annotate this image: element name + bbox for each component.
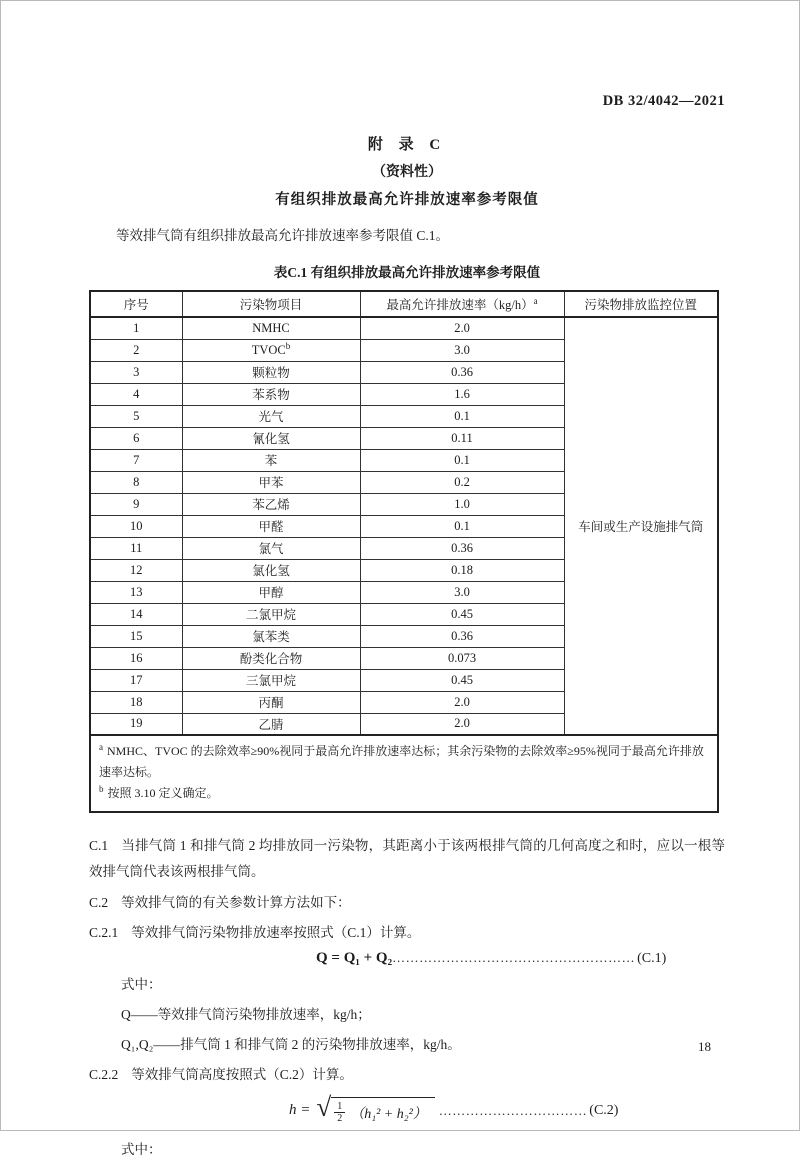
formula-c2-label: (C.2) xyxy=(589,1102,619,1118)
pollutant-name-cell: 氯气 xyxy=(182,537,360,559)
pollutant-name-cell: 二氯甲烷 xyxy=(182,603,360,625)
pollutant-name-cell: 苯 xyxy=(182,449,360,471)
section-c2-text: 等效排气筒的有关参数计算方法如下： xyxy=(121,895,351,910)
row-number-cell: 19 xyxy=(90,713,182,735)
where-clause-1: 式中： xyxy=(121,977,162,992)
pollutant-name-cell: 颗粒物 xyxy=(182,361,360,383)
rate-value-cell: 0.1 xyxy=(360,515,564,537)
rate-value-cell: 2.0 xyxy=(360,713,564,735)
column-header-no: 序号 xyxy=(90,291,182,317)
section-c22-text: 等效排气筒高度按照式（C.2）计算。 xyxy=(131,1067,353,1082)
formula-c1-expression: Q = Q₁ + Q₂ xyxy=(316,950,393,966)
pollutant-name-cell: 甲苯 xyxy=(182,471,360,493)
row-number-cell: 14 xyxy=(90,603,182,625)
row-number-cell: 18 xyxy=(90,691,182,713)
row-number-cell: 17 xyxy=(90,669,182,691)
formula-c2-radicand: （h₁² + h₂²） xyxy=(350,1106,427,1122)
square-root-radical xyxy=(316,1092,434,1124)
section-c1-number: C.1 xyxy=(89,838,109,853)
rate-value-cell: 0.36 xyxy=(360,625,564,647)
intro-paragraph: 等效排气筒有组织排放最高允许排放速率参考限值 C.1。 xyxy=(116,228,450,243)
pollutant-name-cell: 光气 xyxy=(182,405,360,427)
radical-sign: √ xyxy=(316,1092,332,1122)
footnote-b xyxy=(99,783,707,804)
footnote-a-text: NMHC、TVOC 的去除效率≥90%视同于最高允许排放速率达标；其余污染物的去除效率≥95%视同于最高允许排放速率达标。 xyxy=(99,744,704,779)
rate-value-cell: 0.36 xyxy=(360,361,564,383)
fraction-denominator: 2 xyxy=(337,1113,343,1124)
pollutant-name-cell: 甲醛 xyxy=(182,515,360,537)
formula-c1-dot-leader: ……………………………………………… xyxy=(392,950,636,965)
rate-value-cell: 0.45 xyxy=(360,669,564,691)
rate-value-cell: 2.0 xyxy=(360,691,564,713)
section-c21 xyxy=(89,920,725,945)
section-c2-number: C.2 xyxy=(89,895,109,910)
row-number-cell: 2 xyxy=(90,339,182,361)
section-c2 xyxy=(89,890,725,915)
appendix-heading: 有组织排放最高允许排放速率参考限值 xyxy=(275,192,539,208)
footnote-a xyxy=(99,741,707,783)
pollutant-name-cell: 甲醇 xyxy=(182,581,360,603)
column-header-location: 污染物排放监控位置 xyxy=(564,291,718,317)
rate-value-cell: 3.0 xyxy=(360,339,564,361)
rate-value-cell: 0.2 xyxy=(360,471,564,493)
page-number: 18 xyxy=(698,1039,711,1054)
row-number-cell: 4 xyxy=(90,383,182,405)
row-number-cell: 9 xyxy=(90,493,182,515)
formula-c2-dot-leader: …………………………… xyxy=(438,1102,588,1118)
table-footnote-row xyxy=(90,735,718,812)
pollutant-name-cell: 苯乙烯 xyxy=(182,493,360,515)
pollutant-name-cell: 三氯甲烷 xyxy=(182,669,360,691)
emission-limits-table xyxy=(89,290,719,813)
pollutant-name-cell: NMHC xyxy=(182,317,360,339)
pollutant-name-cell: 酚类化合物 xyxy=(182,647,360,669)
section-c1-text: 当排气筒 1 和排气筒 2 均排放同一污染物，其距离小于该两根排气筒的几何高度之和时，应以一根等效排气筒代表该两根排气筒。 xyxy=(89,838,725,879)
rate-value-cell: 0.11 xyxy=(360,427,564,449)
table-footnotes xyxy=(90,735,718,812)
row-number-cell: 12 xyxy=(90,559,182,581)
formula-c2-lhs: h = xyxy=(289,1102,311,1118)
row-number-cell: 3 xyxy=(90,361,182,383)
rate-value-cell: 0.073 xyxy=(360,647,564,669)
section-c21-number: C.2.1 xyxy=(89,925,119,940)
document-code: DB 32/4042—2021 xyxy=(602,93,725,109)
formula-c2 xyxy=(289,1092,725,1124)
column-header-rate: 最高允许排放速率$(kg/h)^a$ xyxy=(360,291,564,317)
footnote-b-marker: b xyxy=(99,784,104,794)
pollutant-name-cell: 氰化氢 xyxy=(182,427,360,449)
pollutant-name-cell: 丙酮 xyxy=(182,691,360,713)
footnote-a-marker: a xyxy=(99,742,103,752)
formula-c1 xyxy=(316,950,725,967)
rate-footnote-marker: a xyxy=(533,295,538,306)
appendix-subtitle: （资料性） xyxy=(372,165,442,180)
row-number-cell: 8 xyxy=(90,471,182,493)
pollutant-name-cell: 苯系物 xyxy=(182,383,360,405)
section-c21-text: 等效排气筒污染物排放速率按照式（C.1）计算。 xyxy=(131,925,421,940)
q1-q2-definition: Q₁,Q₂——排气筒 1 和排气筒 2 的污染物排放速率，kg/h。 xyxy=(121,1037,461,1052)
row-number-cell: 13 xyxy=(90,581,182,603)
where-clause-2: 式中： xyxy=(121,1142,162,1157)
rate-value-cell: 0.1 xyxy=(360,405,564,427)
fraction-numerator: 1 xyxy=(334,1101,345,1113)
rate-value-cell: 0.18 xyxy=(360,559,564,581)
pollutant-name-cell: TVOC$^b$ xyxy=(182,339,360,361)
rate-value-cell: 0.45 xyxy=(360,603,564,625)
section-c22-number: C.2.2 xyxy=(89,1067,119,1082)
rate-value-cell: 1.0 xyxy=(360,493,564,515)
footnote-b-text: 按照 3.10 定义确定。 xyxy=(107,786,219,800)
table-caption: 表C.1 有组织排放最高允许排放速率参考限值 xyxy=(273,265,541,280)
row-number-cell: 6 xyxy=(90,427,182,449)
table-row xyxy=(90,317,718,339)
rate-value-cell: 0.36 xyxy=(360,537,564,559)
column-header-pollutant: 污染物项目 xyxy=(182,291,360,317)
section-c1 xyxy=(89,833,725,885)
pollutant-name-cell: 氯化氢 xyxy=(182,559,360,581)
rate-value-cell: 1.6 xyxy=(360,383,564,405)
row-number-cell: 5 xyxy=(90,405,182,427)
pollutant-name-cell: 乙腈 xyxy=(182,713,360,735)
monitor-location-cell: 车间或生产设施排气筒 xyxy=(564,317,718,735)
row-number-cell: 16 xyxy=(90,647,182,669)
table-header-row xyxy=(90,291,718,317)
rate-value-cell: 3.0 xyxy=(360,581,564,603)
pollutant-name-cell: 氯苯类 xyxy=(182,625,360,647)
formula-c1-label: (C.1) xyxy=(637,951,667,966)
pollutant-footnote-marker: b xyxy=(285,340,291,351)
row-number-cell: 1 xyxy=(90,317,182,339)
row-number-cell: 11 xyxy=(90,537,182,559)
one-half-fraction xyxy=(334,1101,345,1124)
row-number-cell: 7 xyxy=(90,449,182,471)
q-definition: Q——等效排气筒污染物排放速率，kg/h； xyxy=(121,1007,371,1022)
appendix-title: 附 录 C xyxy=(367,137,447,153)
row-number-cell: 15 xyxy=(90,625,182,647)
rate-value-cell: 2.0 xyxy=(360,317,564,339)
section-c22 xyxy=(89,1062,725,1087)
rate-value-cell: 0.1 xyxy=(360,449,564,471)
row-number-cell: 10 xyxy=(90,515,182,537)
